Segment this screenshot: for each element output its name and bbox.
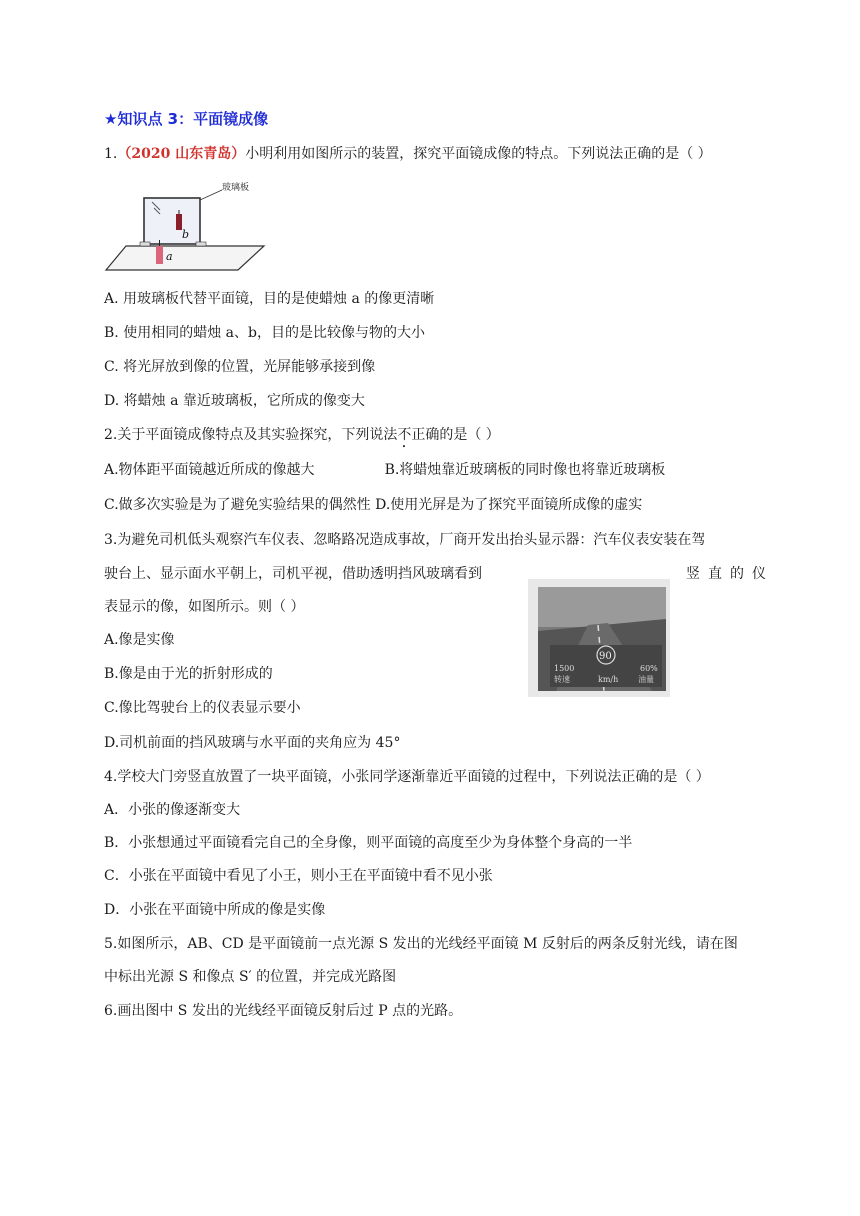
question-5-line-2: 中标出光源 S 和像点 S′ 的位置，并完成光路图 <box>104 969 397 985</box>
question-5-line-1: 5.如图所示，AB、CD 是平面镜前一点光源 S 发出的光线经平面镜 M 反射后的两条反射光线，请在图 <box>104 936 738 952</box>
q2-options-ab <box>104 460 665 480</box>
glass-plate-experiment-figure <box>104 180 286 276</box>
question-2-stem: 2.关于平面镜成像特点及其实验探究，下列说法不正确的是（ ） <box>104 427 500 443</box>
q2-option-b: B.将蜡烛靠近玻璃板的同时像也将靠近玻璃板 <box>384 462 666 478</box>
question-6: 6.画出图中 S 发出的光线经平面镜反射后过 P 点的光路。 <box>104 1003 463 1019</box>
question-3-line-1: 3.为避免司机低头观察汽车仪表、忽略路况造成事故，厂商开发出抬头显示器：汽车仪表安装在驾 <box>104 532 706 548</box>
q3-option-b: B.像是由于光的折射形成的 <box>104 666 273 682</box>
hud-speed: 90 <box>599 651 612 662</box>
q4-option-d: D．小张在平面镜中所成的像是实像 <box>104 902 326 918</box>
q1-option-d: D. 将蜡烛 a 靠近玻璃板，它所成的像变大 <box>104 393 365 409</box>
question-3-line-3: 表显示的像，如图所示。则（ ） <box>104 599 305 615</box>
q3-option-d: D.司机前面的挡风玻璃与水平面的夹角应为 45° <box>104 735 401 751</box>
question-1-stem <box>104 144 712 164</box>
question-3-line-2-end: 竖直的仪 <box>686 566 774 582</box>
q1-option-c: C. 将光屏放到像的位置，光屏能够承接到像 <box>104 359 376 375</box>
section-heading: ★知识点 3：平面镜成像 <box>104 110 269 128</box>
q3-option-c: C.像比驾驶台上的仪表显示要小 <box>104 700 301 716</box>
hud-label-rpm: 转速 <box>554 675 570 684</box>
q2-option-a: A.物体距平面镜越近所成的像越大 <box>104 462 315 478</box>
candle-b-label: b <box>182 228 190 241</box>
q4-option-c: C．小张在平面镜中看见了小王，则小王在平面镜中看不见小张 <box>104 868 493 884</box>
question-4-stem: 4.学校大门旁竖直放置了一块平面镜，小张同学逐渐靠近平面镜的过程中，下列说法正确的是（ ） <box>104 769 710 785</box>
q4-option-a: A．小张的像逐渐变大 <box>104 802 241 818</box>
glass-plate-label: 玻璃板 <box>222 183 250 193</box>
question-source: （2020 山东青岛） <box>117 146 246 162</box>
candle-a-label: a <box>166 250 173 263</box>
q4-option-b: B．小张想通过平面镜看完自己的全身像，则平面镜的高度至少为身体整个身高的一半 <box>104 835 633 851</box>
q1-option-a: A. 用玻璃板代替平面镜，目的是使蜡烛 a 的像更清晰 <box>104 291 435 307</box>
hud-label-kmh: km/h <box>598 675 619 684</box>
hud-rpm: 1500 <box>554 664 575 673</box>
hud-label-fuel: 油量 <box>638 675 654 684</box>
question-text: 小明利用如图所示的装置，探究平面镜成像的特点。下列说法正确的是（ ） <box>245 146 712 162</box>
q2-options-cd: C.做多次实验是为了避免实验结果的偶然性 D.使用光屏是为了探究平面镜所成像的虚实 <box>104 497 643 513</box>
q1-option-b: B. 使用相同的蜡烛 a、b，目的是比较像与物的大小 <box>104 325 425 341</box>
emphasis-not: 不 <box>397 427 412 443</box>
head-up-display-photo <box>528 579 670 697</box>
q3-option-a: A.像是实像 <box>104 632 175 648</box>
question-3-line-2: 驶台上、显示面水平朝上，司机平视，借助透明挡风玻璃看到 <box>104 566 482 582</box>
hud-fuel: 60% <box>640 664 658 673</box>
question-number: 1. <box>104 146 118 162</box>
